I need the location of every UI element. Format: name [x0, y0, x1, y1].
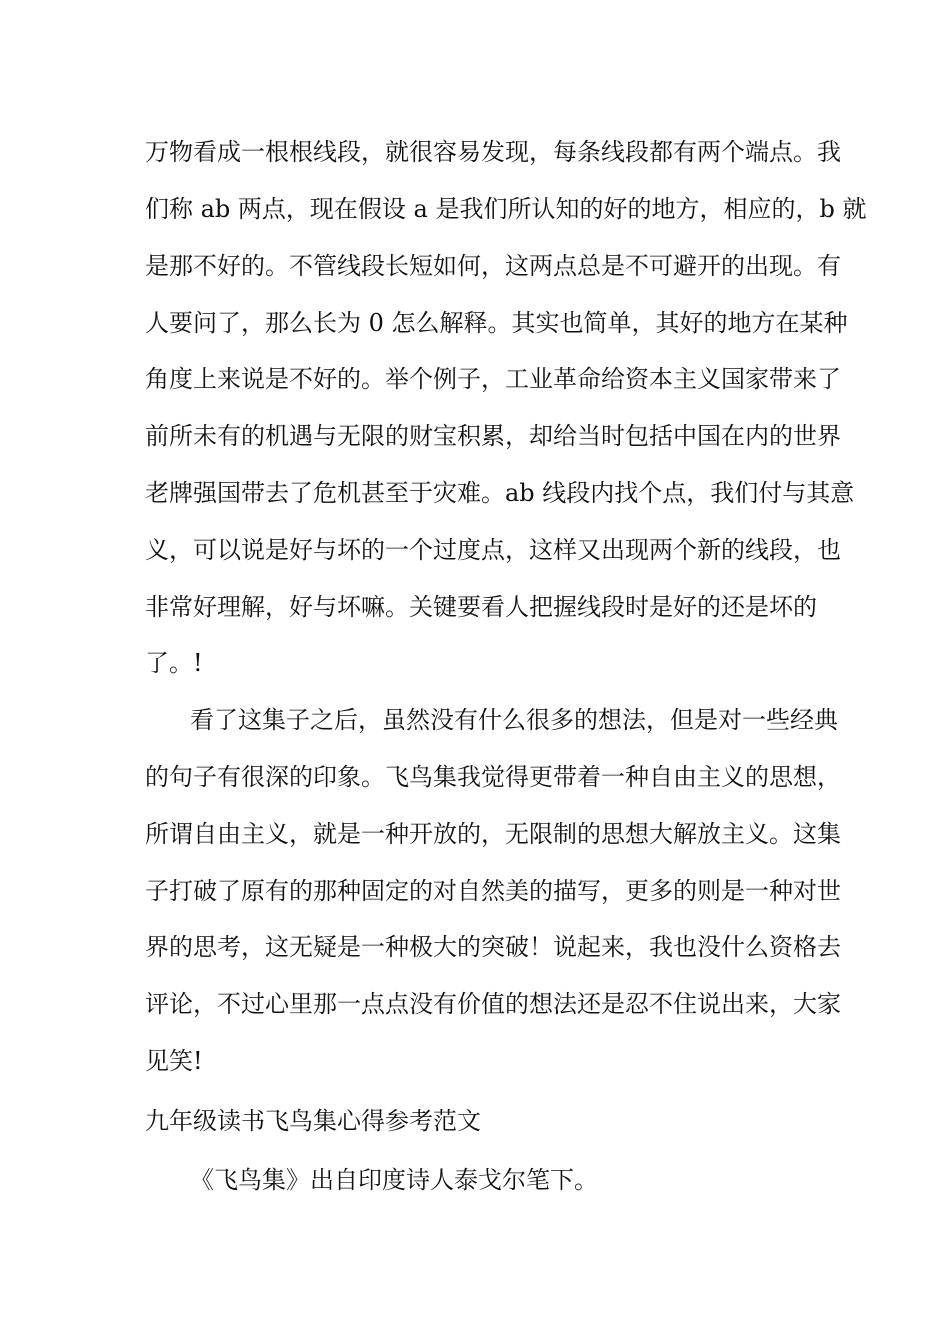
section-heading: 九年级读书飞鸟集心得参考范文	[145, 1107, 481, 1135]
paragraph-2-line-1: 看了这集子之后，虽然没有什么很多的想法，但是对一些经典	[190, 706, 838, 734]
paragraph-2-line-2: 的句子有很深的印象。飞鸟集我觉得更带着一种自由主义的思想，	[145, 763, 841, 791]
paragraph-1-line-4: 人要问了，那么长为 0 怎么解释。其实也简单，其好的地方在某种	[145, 309, 848, 337]
paragraph-1-line-2: 们称 ab 两点，现在假设 a 是我们所认知的好的地方，相应的，b 就	[145, 195, 867, 223]
paragraph-2-line-3: 所谓自由主义，就是一种开放的，无限制的思想大解放主义。这集	[145, 820, 841, 848]
paragraph-2-line-7: 见笑!	[145, 1047, 203, 1075]
paragraph-1-line-10: 了。!	[145, 649, 203, 677]
paragraph-1-line-5: 角度上来说是不好的。举个例子，工业革命给资本主义国家带来了	[145, 365, 841, 393]
paragraph-1-line-1: 万物看成一根根线段，就很容易发现，每条线段都有两个端点。我	[145, 138, 841, 166]
paragraph-1-line-9: 非常好理解，好与坏嘛。关键要看人把握线段时是好的还是坏的	[145, 593, 817, 621]
paragraph-1-line-7: 老牌强国带去了危机甚至于灾难。ab 线段内找个点，我们付与其意	[145, 479, 855, 507]
paragraph-1-line-6: 前所未有的机遇与无限的财宝积累，却给当时包括中国在内的世界	[145, 422, 841, 450]
paragraph-1-line-3: 是那不好的。不管线段长短如何，这两点总是不可避开的出现。有	[145, 252, 841, 280]
paragraph-2-line-5: 界的思考，这无疑是一种极大的突破！说起来，我也没什么资格去	[145, 933, 841, 961]
paragraph-2-line-6: 评论，不过心里那一点点没有价值的想法还是忍不住说出来，大家	[145, 990, 841, 1018]
paragraph-1-line-8: 义，可以说是好与坏的一个过度点，这样又出现两个新的线段，也	[145, 536, 841, 564]
paragraph-3-line-1: 《飞鸟集》出自印度诗人泰戈尔笔下。	[190, 1166, 598, 1194]
paragraph-2-line-4: 子打破了原有的那种固定的对自然美的描写，更多的则是一种对世	[145, 877, 841, 905]
